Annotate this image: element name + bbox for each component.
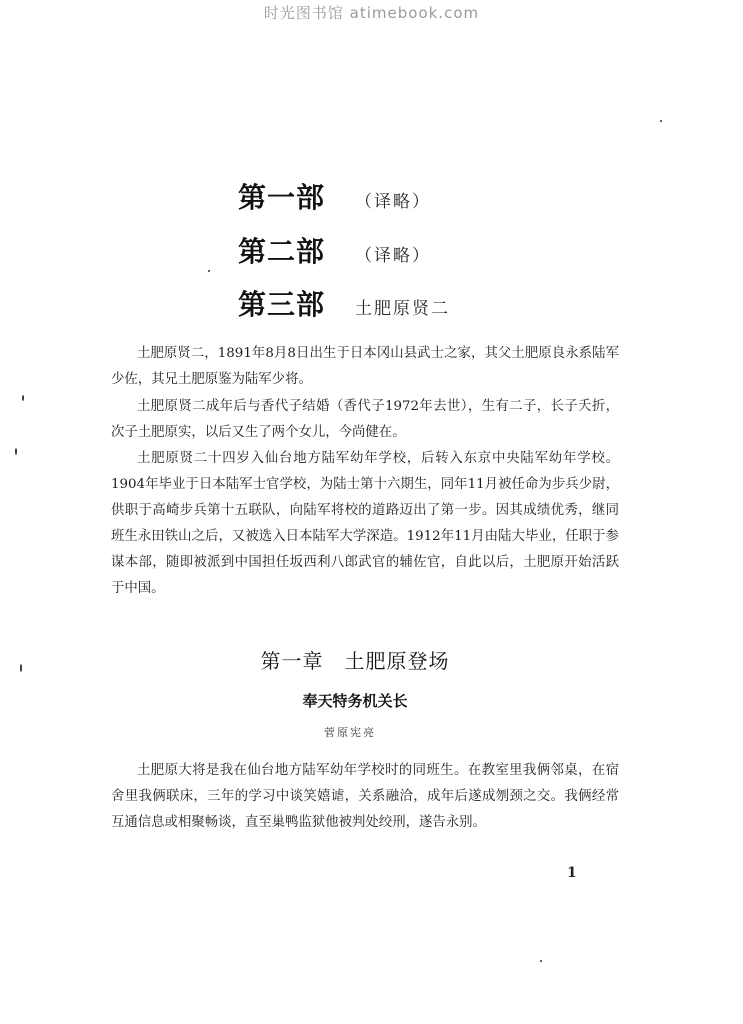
intro-paragraph-birth: 土肥原贤二，1891年8月8日出生于日本冈山县武士之家，其父土肥原良永系陆军少佐，其兄土肥原鉴为陆军少将。 bbox=[111, 346, 619, 387]
part-three-subtitle: 土肥原贤二 bbox=[355, 299, 451, 319]
part-three-label: 第三部 bbox=[238, 288, 326, 321]
part-one-subtitle: （译略） bbox=[355, 192, 432, 212]
scan-speck bbox=[660, 120, 662, 122]
scan-speck bbox=[20, 664, 22, 672]
scan-speck bbox=[540, 960, 542, 962]
watermark: 时光图书馆 atimebook.com bbox=[263, 4, 480, 22]
chapter-title: 第一章 土肥原登场 bbox=[260, 649, 450, 673]
part-two-heading bbox=[238, 230, 431, 270]
intro-paragraph-career: 土肥原贤二十四岁入仙台地方陆军幼年学校，后转入东京中央陆军幼年学校。1904年毕业于日本陆军士官学校，为陆士第十六期生，同年11月被任命为步兵少尉，供职于高崎步兵第十五联队，向陆军将校的道路迈出了第一步。因其成绩优秀，继同班生永田铁山之后，又被选入日本陆军大学深造。1912年11月由陆大毕业，任职于参谋本部，随即被派到中国担任坂西利八郎武官的辅佐官，自此以后，土肥原开始活跃于中国。 bbox=[111, 451, 619, 596]
part-two-subtitle: （译略） bbox=[355, 246, 432, 266]
page-number: 1 bbox=[567, 865, 577, 881]
scan-speck bbox=[22, 395, 24, 401]
part-one-heading bbox=[238, 176, 431, 216]
scan-speck bbox=[15, 448, 17, 455]
part-one-label: 第一部 bbox=[238, 181, 326, 214]
part-two-label: 第二部 bbox=[238, 235, 326, 268]
part-three-heading bbox=[238, 283, 450, 323]
chapter-body-paragraph: 土肥原大将是我在仙台地方陆军幼年学校时的同班生。在教室里我俩邻桌，在宿舍里我俩联床，三年的学习中谈笑嬉谑，关系融洽，成年后遂成刎颈之交。我俩经常互通信息或相聚畅谈，直至巢鸭监狱他被判处绞刑，遂告永别。 bbox=[111, 763, 619, 830]
author-name: 菅原宪亮 bbox=[324, 726, 376, 739]
scan-speck bbox=[208, 270, 210, 272]
intro-paragraph-family: 土肥原贤二成年后与香代子结婚（香代子1972年去世），生有二子，长子夭折，次子土肥原实，以后又生了两个女儿，今尚健在。 bbox=[111, 399, 619, 440]
section-title: 奉天特务机关长 bbox=[302, 692, 408, 710]
